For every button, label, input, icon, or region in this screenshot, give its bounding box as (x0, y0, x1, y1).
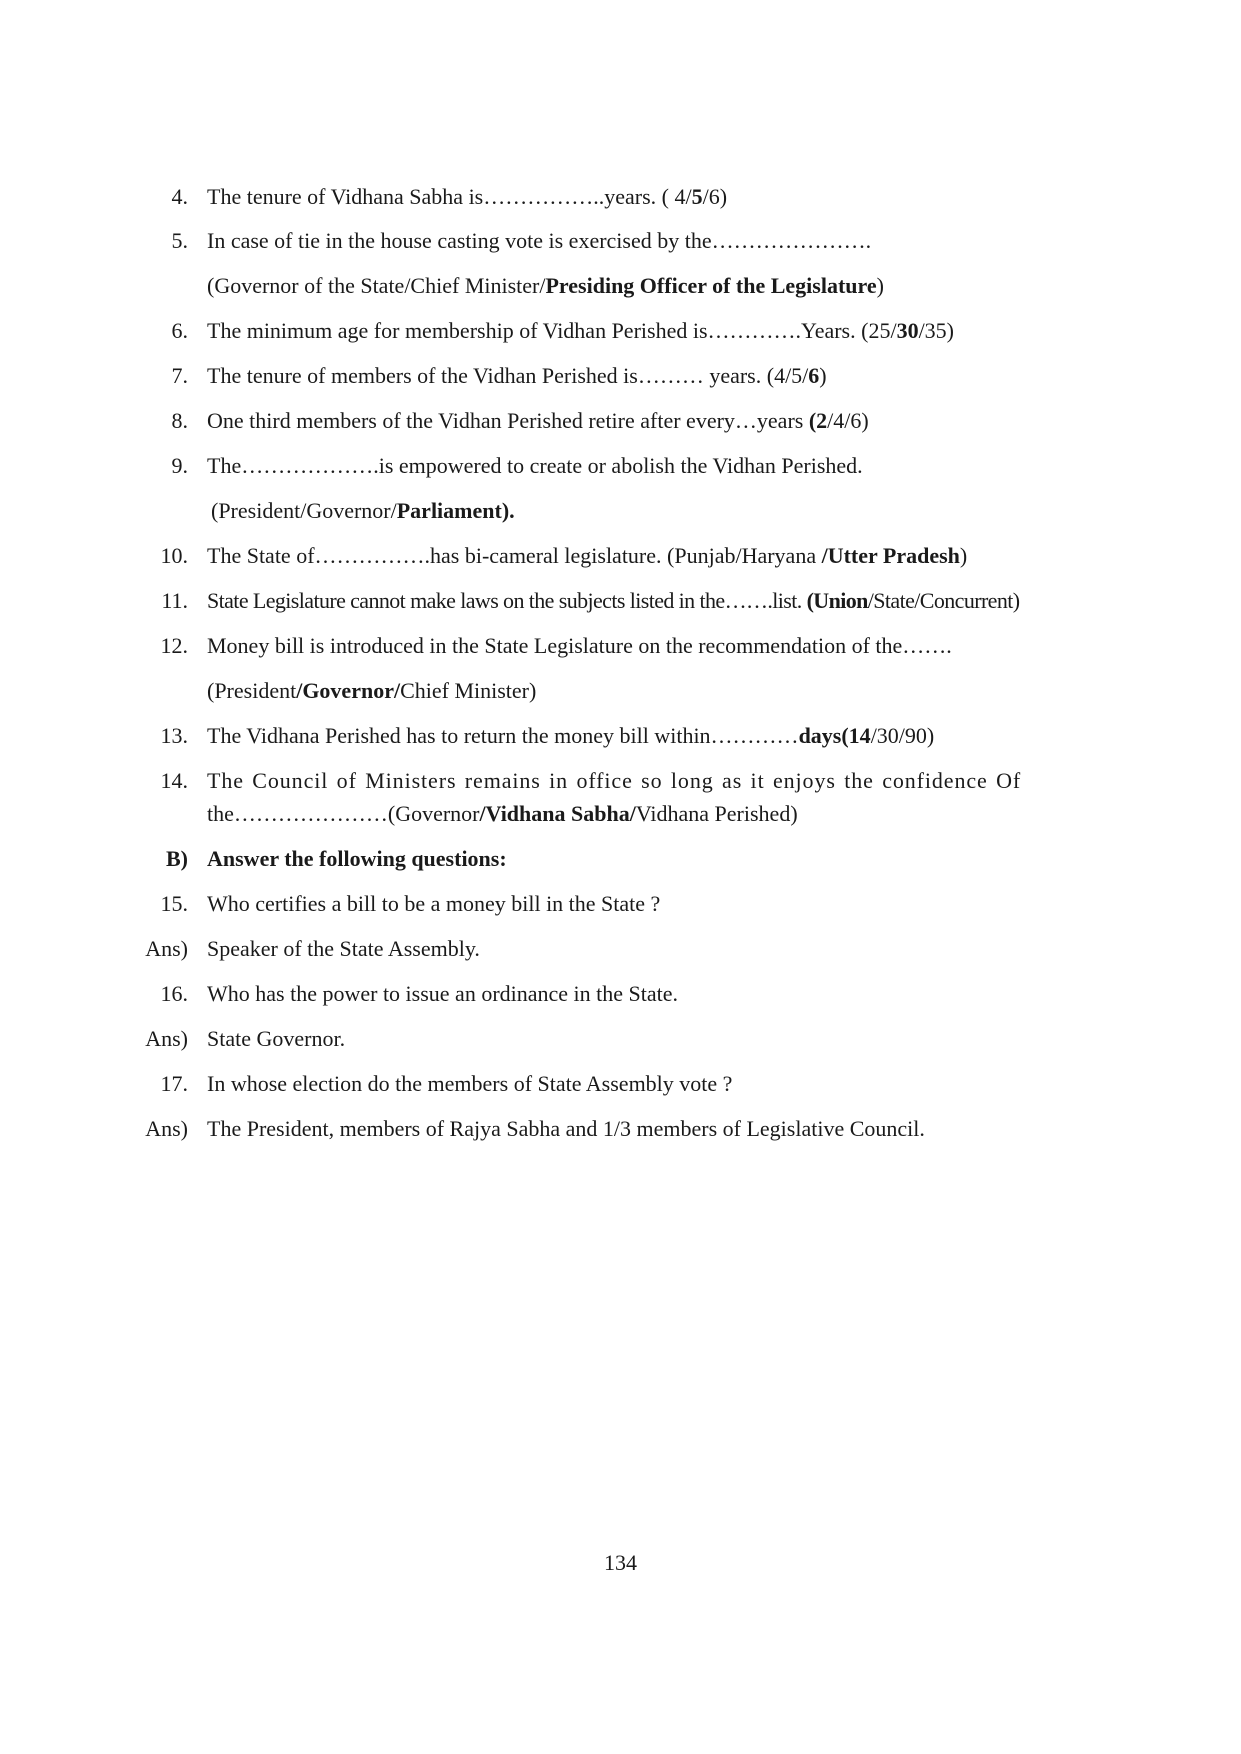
item-text: The tenure of members of the Vidhan Perished is……… years. (4/5/6) (207, 363, 827, 388)
item-text: The minimum age for membership of Vidhan Perished is………….Years. (25/30/35) (207, 318, 955, 343)
item-text: the…………………(Governor/Vidhana Sabha/Vidhana Perished) (207, 801, 798, 826)
item-number: 12. (160, 633, 188, 658)
question-17 (0, 1068, 1241, 1100)
question-12 (0, 630, 1241, 662)
section-b-heading (0, 843, 1241, 875)
answer-label: Ans) (145, 1116, 188, 1141)
question-14-options (0, 798, 1241, 830)
item-text: The……………….is empowered to create or abolish the Vidhan Perished. (207, 453, 863, 478)
page-number: 134 (604, 1550, 637, 1575)
section-label: B) (166, 846, 188, 871)
item-text: (President/Governor/Parliament). (211, 498, 515, 523)
item-text: Who certifies a bill to be a money bill in the State ? (207, 891, 661, 916)
item-text: In case of tie in the house casting vote is exercised by the…………………. (207, 228, 872, 253)
answer-text: Speaker of the State Assembly. (207, 936, 480, 961)
question-6 (0, 315, 1241, 347)
item-number: 4. (171, 184, 188, 209)
item-number: 5. (171, 228, 188, 253)
item-text: (President/Governor/Chief Minister) (207, 678, 537, 703)
item-text: The State of…………….has bi-cameral legislature. (Punjab/Haryana /Utter Pradesh) (207, 543, 968, 568)
item-text: The Council of Ministers remains in office so long as it enjoys the confidence Of (207, 768, 1022, 793)
item-number: 7. (171, 363, 188, 388)
answer-17 (0, 1113, 1241, 1145)
question-13 (0, 720, 1241, 752)
item-number: 6. (171, 318, 188, 343)
question-5-options (0, 270, 1241, 302)
answer-label: Ans) (145, 936, 188, 961)
question-12-options (0, 675, 1241, 707)
item-number: 13. (160, 723, 188, 748)
question-9 (0, 450, 1241, 482)
item-text: Money bill is introduced in the State Legislature on the recommendation of the……. (207, 633, 952, 658)
item-text: The tenure of Vidhana Sabha is……………..years. ( 4/5/6) (207, 184, 728, 209)
answer-16 (0, 1023, 1241, 1055)
item-text: State Legislature cannot make laws on the subjects listed in the…….list. (Union/State/Concurrent) (207, 588, 1020, 613)
question-16 (0, 978, 1241, 1010)
item-text: The Vidhana Perished has to return the money bill within…………days(14/30/90) (207, 723, 935, 748)
item-number: 15. (160, 891, 188, 916)
question-9-options (0, 495, 1241, 527)
answer-15 (0, 933, 1241, 965)
item-number: 14. (160, 768, 188, 793)
answer-text: State Governor. (207, 1026, 346, 1051)
question-5 (0, 225, 1241, 257)
question-14 (0, 765, 1241, 797)
item-number: 17. (160, 1071, 188, 1096)
item-number: 10. (160, 543, 188, 568)
question-10 (0, 540, 1241, 572)
question-4 (0, 181, 1241, 213)
item-text: One third members of the Vidhan Perished retire after every…years (2/4/6) (207, 408, 869, 433)
item-number: 16. (160, 981, 188, 1006)
item-number: 11. (161, 588, 188, 613)
item-text: In whose election do the members of State Assembly vote ? (207, 1071, 733, 1096)
section-title: Answer the following questions: (207, 846, 507, 871)
answer-text: The President, members of Rajya Sabha and 1/3 members of Legislative Council. (207, 1116, 925, 1141)
item-text: (Governor of the State/Chief Minister/Presiding Officer of the Legislature) (207, 273, 884, 298)
question-7 (0, 360, 1241, 392)
answer-label: Ans) (145, 1026, 188, 1051)
item-text: Who has the power to issue an ordinance in the State. (207, 981, 679, 1006)
question-8 (0, 405, 1241, 437)
question-11 (0, 585, 1241, 617)
item-number: 8. (171, 408, 188, 433)
item-number: 9. (171, 453, 188, 478)
question-15 (0, 888, 1241, 920)
